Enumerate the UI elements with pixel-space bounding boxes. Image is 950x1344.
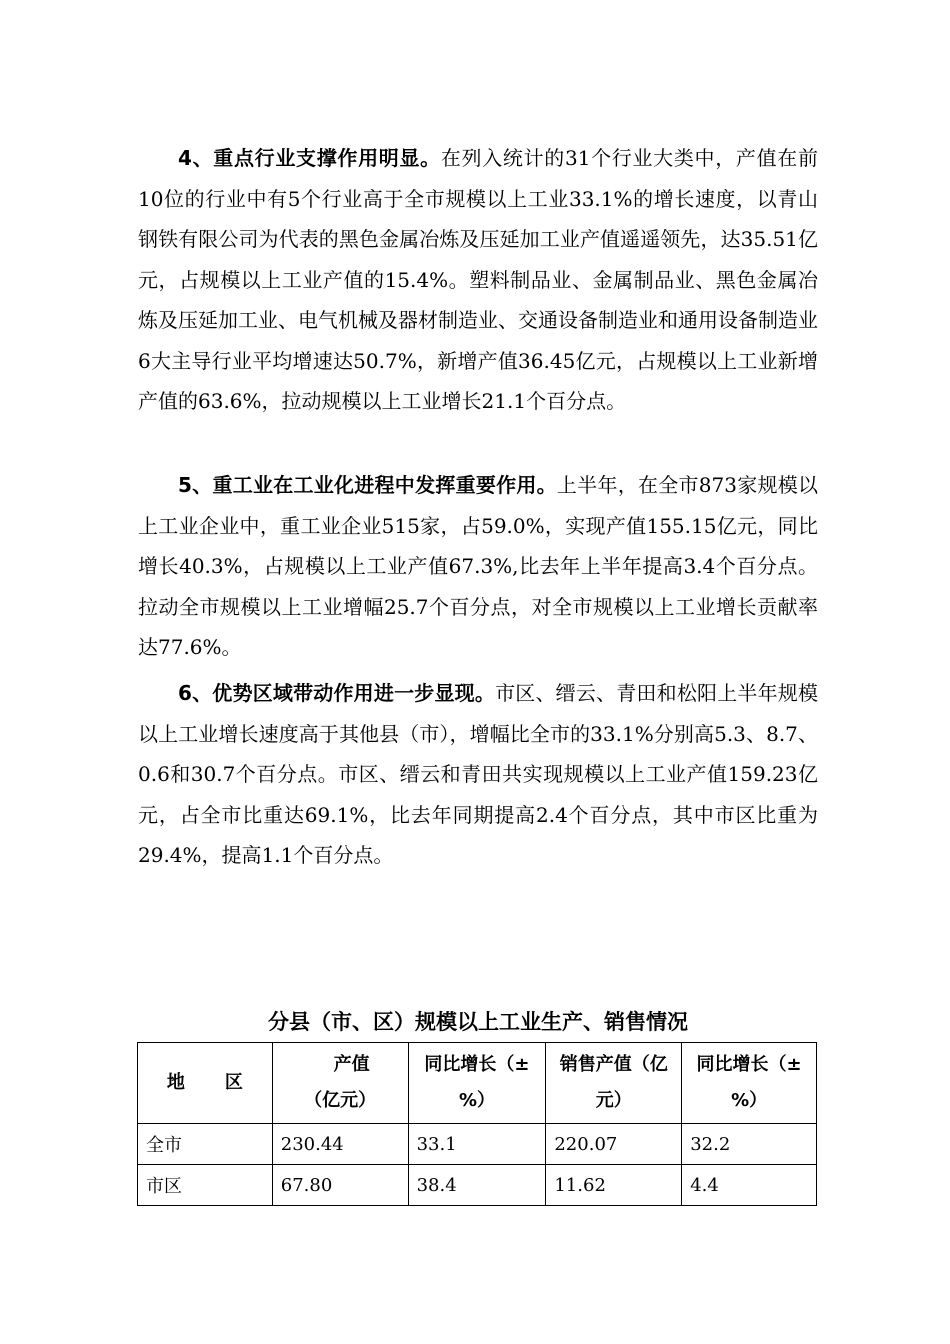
cell-output-growth: 33.1 xyxy=(408,1124,546,1165)
paragraph-heading: 5、重工业在工业化进程中发挥重要作用。 xyxy=(178,473,557,497)
paragraph-industry-support xyxy=(138,138,818,422)
header-sales xyxy=(546,1043,682,1124)
header-output-line: （亿元） xyxy=(304,1090,377,1111)
cell-output: 230.44 xyxy=(272,1124,408,1165)
paragraph-body: 市区、缙云、青田和松阳上半年规模以上工业增长速度高于其他县（市），增幅比全市的33.1%分别高5.3、8.7、0.6和30.7个百分点。市区、缙云和青田共实现规模以上工业产值159.23亿元，占全市比重达69.1%，比去年同期提高2.4个百分点，其中市区比重为29.4%，提高1.1个百分点。 xyxy=(138,681,819,867)
header-growth-line: 同比增长（± xyxy=(424,1054,530,1075)
cell-sales-growth: 32.2 xyxy=(682,1124,817,1165)
header-growth-line: %） xyxy=(731,1090,768,1111)
paragraph-heading: 6、优势区域带动作用进一步显现。 xyxy=(178,681,496,705)
table-row xyxy=(138,1165,817,1206)
paragraph-heading: 4、重点行业支撑作用明显。 xyxy=(178,146,441,170)
header-growth-line: 同比增长（± xyxy=(696,1054,802,1075)
cell-sales: 220.07 xyxy=(546,1124,682,1165)
cell-output: 67.80 xyxy=(272,1165,408,1206)
header-growth-output xyxy=(408,1043,546,1124)
cell-region: 全市 xyxy=(138,1124,273,1165)
table-row xyxy=(138,1124,817,1165)
table-title: 分县（市、区）规模以上工业生产、销售情况 xyxy=(268,1010,688,1034)
header-region-part: 地 xyxy=(166,1072,185,1093)
paragraph-regional-advantage xyxy=(138,673,818,876)
county-production-table xyxy=(137,1042,817,1206)
header-sales-line: 元） xyxy=(595,1090,632,1111)
header-output-line: 产值 xyxy=(333,1054,370,1075)
header-region xyxy=(138,1043,273,1124)
paragraph-body: 在列入统计的31个行业大类中，产值在前10位的行业中有5个行业高于全市规模以上工业33.1%的增长速度，以青山钢铁有限公司为代表的黑色金属冶炼及压延加工业产值遥遥领先，达35.51亿元，占规模以上工业产值的15.4%。塑料制品业、金属制品业、黑色金属冶炼及压延加工业、电气机械及器材制造业、交通设备制造业和通用设备制造业6大主导行业平均增速达50.7%，新增产值36.45亿元，占规模以上工业新增产值的63.6%，拉动规模以上工业增长21.1个百分点。 xyxy=(138,146,818,413)
header-sales-line: 销售产值（亿 xyxy=(559,1054,668,1075)
cell-output-growth: 38.4 xyxy=(408,1165,546,1206)
header-output xyxy=(272,1043,408,1124)
table-header-row xyxy=(138,1043,817,1124)
cell-sales: 11.62 xyxy=(546,1165,682,1206)
paragraph-body: 上半年，在全市873家规模以上工业企业中，重工业企业515家，占59.0%，实现产值155.15亿元，同比增长40.3%，占规模以上工业产值67.3%,比去年上半年提高3.4个百分点。拉动全市规模以上工业增幅25.7个百分点，对全市规模以上工业增长贡献率达77.6%。 xyxy=(138,473,818,659)
header-region-part: 区 xyxy=(224,1072,243,1093)
cell-sales-growth: 4.4 xyxy=(682,1165,817,1206)
header-growth-line: %） xyxy=(458,1090,495,1111)
header-growth-sales xyxy=(682,1043,817,1124)
cell-region: 市区 xyxy=(138,1165,273,1206)
paragraph-heavy-industry xyxy=(138,465,818,668)
